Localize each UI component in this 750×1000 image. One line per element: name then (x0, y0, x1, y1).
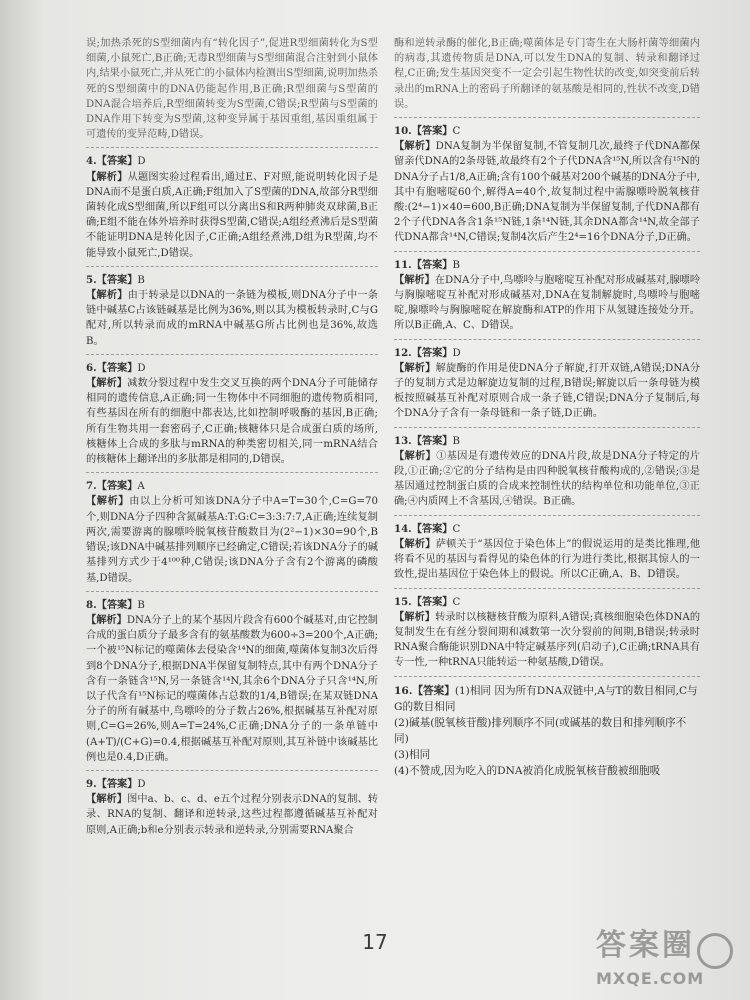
q5-analysis: 由于转录是以DNA的一条链为模板,则DNA分子中一条链中碱基C占该链碱基是比例为36%,则以其为模板转录时,C与G配对,所以转录而成的mRNA中碱基G所占比例也是36%,故选B。 (86, 290, 378, 347)
q12-analysis-label: 【解析】 (394, 361, 436, 374)
q9-answer: D (137, 778, 146, 790)
q15-number: 15. (394, 595, 412, 608)
q13-analysis: ①基因是有遗传效应的DNA片段,故是DNA分子特定的片段,①正确;②它的分子结构是由四种脱氧核苷酸构成的,②错误;③是基因通过控制蛋白质的合成来控制性状的结构单位和功能单位,③正确;④内质网上不含基因,④错误。B正确。 (394, 450, 701, 508)
q6-analysis-label: 【解析】 (86, 377, 128, 390)
q10-number: 10. (394, 125, 412, 138)
q14-analysis: 萨顿关于“基因位于染色体上”的假说运用的是类比推理,他将看不见的基因与看得见的染色体的行为进行类比,根据其惊人的一致性,提出基因位于染色体上的假说。所以C正确,A、B、D错误。 (394, 538, 701, 581)
q4-answer: D (137, 156, 146, 168)
q13-number: 13. (394, 434, 412, 447)
q6-analysis: 减数分裂过程中发生交叉互换的两个DNA分子可能储存相同的遗传信息,A正确;同一生物体中不同细胞的遗传物质相同,有些基因在所有的细胞中都表达,比如控制呼吸酶的基因,B正确;所有生物共用一套密码子,C正确;核糖体只是合成蛋白质的场所,核糖体上合成的多肽与mRNA的种类密切相关,同一mRNA结合的核糖体上翻译出的多肽都是相同的,D错误。 (86, 378, 379, 466)
watermark-text: 答案圈 (596, 928, 695, 963)
q13-answer: B (452, 435, 460, 447)
q14-answer-label: 【答案】 (411, 522, 453, 535)
question-13 (394, 434, 700, 516)
question-5 (86, 273, 378, 355)
question-6 (86, 361, 378, 473)
q15-answer: C (452, 596, 461, 608)
q16-part-3: (3)相同 (394, 748, 431, 761)
q11-answer: B (452, 259, 460, 271)
q15-analysis: 转录时以核糖核苷酸为原料,A错误;真核细胞染色体DNA的复制发生在有丝分裂间期和减数第一次分裂前的间期,B错误;转录时RNA聚合酶能识别DNA中特定碱基序列(启动子),C正确;tRNA具有专一性,一种tRNA只能转运一种氨基酸,D错误。 (394, 611, 701, 669)
q10-answer-label: 【答案】 (411, 125, 453, 138)
question-11 (394, 258, 700, 340)
q6-answer-label: 【答案】 (96, 361, 138, 374)
q12-answer-label: 【答案】 (411, 346, 453, 359)
question-16 (394, 683, 700, 784)
question-4 (86, 154, 378, 266)
q8-answer-label: 【答案】 (96, 598, 138, 611)
q10-analysis-label: 【解析】 (394, 140, 436, 153)
q16-answer-label: 【答案】 (412, 684, 455, 697)
q11-answer-label: 【答案】 (411, 258, 453, 271)
q15-answer-label: 【答案】 (411, 595, 453, 608)
q9-analysis-label: 【解析】 (86, 793, 128, 806)
q7-analysis: 由以上分析可知该DNA分子中A=T=30个,C=G=70个,则DNA分子四种含氮碱基A:T:G:C=3:3:7:7,A正确;连续复制两次,需要游离的腺嘌呤脱氧核苷酸数目为(2²−1)×30=90个,B错误;该DNA中碱基排列顺序已经确定,C错误;若该DNA分子的碱基排列方式少于4¹⁰⁰种,C错误;该DNA分子含有2个游离的磷酸基,D错误。 (86, 496, 378, 584)
q3-continuation (86, 36, 378, 148)
q12-number: 12. (394, 346, 412, 359)
q9-number: 9. (86, 777, 97, 790)
q3-continuation-text: 误;加热杀死的S型细菌内有“转化因子”,促进R型细菌转化为S型细菌,小鼠死亡,B正确;无毒R型细菌与S型细菌混合注射到小鼠体内,结果小鼠死亡,并从死亡的小鼠体内检测出S型细菌,说明加热杀死的S型细菌中的DNA仍能起作用,B正确;R型细菌与S型菌的DNA混合培养后,R型细菌转变为S型菌,C错误;R型菌与S型菌的DNA作用下转变为S型菌,这种变异属于基因重组,基因重组属于可遗传的变异范畴,D错误。 (86, 38, 378, 141)
q4-number: 4. (86, 155, 97, 168)
watermark-url: MXQE.COM (596, 968, 705, 988)
q8-number: 8. (86, 598, 97, 611)
watermark-logo (596, 920, 736, 994)
q8-analysis: DNA分子上的某个基因片段含有600个碱基对,由它控制合成的蛋白质分子最多含有的氨基酸数为600÷3=200个,A正确;一个被¹⁵N标记的噬菌体去侵染含¹⁴N的细菌,噬菌体复制3次后得到8个DNA分子,根据DNA半保留复制特点,其中有两个DNA分子含有一条链含¹⁵N,另一条链含¹⁴N,其余6个DNA分子只含¹⁴N,所以子代含有¹⁵N标记的噬菌体占总数的1/4,B错误;在某双链DNA分子的所有碱基中,鸟嘌呤的分子数占26%,根据碱基互补配对原则,C=G=26%,则A=T=24%,C正确;DNA分子的一条单链中(A+T)/(C+G)=0.4,根据碱基互补配对原则,其互补链中该碱基比例也是0.4,D正确。 (86, 614, 378, 763)
q10-answer: C (452, 126, 461, 138)
q13-analysis-label: 【解析】 (394, 449, 437, 462)
q7-analysis-label: 【解析】 (86, 495, 130, 508)
right-column (394, 36, 700, 790)
q7-number: 7. (86, 480, 97, 493)
question-12 (394, 346, 700, 428)
q15-analysis-label: 【解析】 (394, 610, 436, 623)
q6-answer: D (137, 362, 146, 374)
question-10 (394, 124, 700, 252)
q9-continuation-text: 酶和逆转录酶的催化,B正确;噬菌体是专门寄生在大肠杆菌等细菌内的病毒,其遗传物质是DNA,可以发生DNA的复制、转录和翻译过程,C正确;发生基因突变不一定会引起生物性状的改变,如突变前后转录出的mRNA上的密码子所翻译的氨基酸是相同的,性状不改变,D错误。 (394, 38, 700, 110)
q9-continuation (394, 36, 700, 118)
q5-answer-label: 【答案】 (96, 273, 138, 286)
watermark-circle-icon (697, 933, 733, 969)
page-number: 17 (362, 930, 388, 954)
q16-part-1: (1)相同 因为所有DNA双链中,A与T的数目相同,C与G的数目相同 (394, 684, 698, 713)
q8-analysis-label: 【解析】 (86, 613, 127, 626)
q8-answer: B (137, 599, 145, 611)
q16-number: 16. (394, 684, 413, 697)
q9-analysis: 图中a、b、c、d、e五个过程分别表示DNA的复制、转录、RNA的复制、翻译和逆转录,这些过程都遵循碱基互补配对原则,A正确;b和e分别表示转录和逆转录,分别需要RNA聚合 (86, 794, 378, 836)
q13-answer-label: 【答案】 (411, 434, 453, 447)
question-15 (394, 595, 700, 677)
q16-part-2: (2)碱基(脱氧核苷酸)排列顺序不同(或碱基的数目和排列顺序不同) (394, 716, 687, 745)
q7-answer: A (137, 481, 145, 493)
q11-analysis-label: 【解析】 (394, 273, 435, 286)
q16-part-4: (4)不赞成,因为吃入的DNA被消化成脱氧核苷酸被细胞吸 (394, 764, 661, 777)
question-14 (394, 522, 700, 589)
q4-analysis: 从题图实验过程看出,通过E、F对照,能说明转化因子是DNA而不是蛋白质,A正确;F组加入了S型菌的DNA,故部分R型细菌转化成S型细菌,所以F组可以分离出S和R两种肺炎双球菌,B正确;E组不能在体外培养时获得S型菌,C错误;A组经煮沸后是S型菌不能证明DNA是转化因子,C正确;A组经煮沸,D组为R型菌,均不能导致小鼠死亡,D错误。 (86, 171, 379, 259)
q14-analysis-label: 【解析】 (394, 537, 436, 550)
left-column (86, 36, 378, 849)
q5-answer: B (137, 274, 145, 286)
q14-number: 14. (394, 522, 412, 535)
q4-answer-label: 【答案】 (96, 155, 138, 168)
q14-answer: C (452, 523, 461, 535)
q5-number: 5. (86, 273, 97, 286)
q7-answer-label: 【答案】 (96, 480, 138, 493)
q4-analysis-label: 【解析】 (86, 170, 128, 183)
question-8 (86, 598, 378, 771)
q11-number: 11. (394, 258, 412, 271)
q6-number: 6. (86, 361, 97, 374)
q12-analysis: 解旋酶的作用是使DNA分子解旋,打开双链,A错误;DNA分子的复制方式是边解旋边复制的过程,B错误;解旋以后一条母链为模板按照碱基互补配对原则合成一条子链,C错误;DNA分子复制后,每个DNA分子含有一条母链和一条子链,D正确。 (394, 362, 700, 420)
q10-analysis: DNA复制为半保留复制,不管复制几次,最终子代DNA都保留亲代DNA的2条母链,故最终有2个子代DNA含¹⁵N,所以含有¹⁵N的DNA分子占1/8,A正确;含有100个碱基对200个碱基的DNA分子中,其中有胞嘧啶60个,解得A=40个,故复制过程中需腺嘌呤脱氧核苷酸:(2⁴−1)×40=600,B正确;DNA复制为半保留复制,子代DNA都有2个子代DNA各含1条¹⁵N链,1条¹⁴N链,其余DNA都含¹⁴N,故全部子代DNA都含¹⁴N,C错误;复制4次后产生2⁴=16个DNA分子,D正确。 (394, 141, 701, 244)
question-9 (86, 777, 378, 843)
q12-answer: D (452, 347, 461, 359)
q9-answer-label: 【答案】 (96, 777, 138, 790)
q11-analysis: 在DNA分子中,鸟嘌呤与胞嘧啶互补配对形成碱基对,腺嘌呤与胸腺嘧啶互补配对形成碱基对,DNA在复制解旋时,鸟嘌呤与胞嘧啶,腺嘌呤与胸腺嘧啶在解旋酶和ATP的作用下从氢键连接处分开。所以B正确,A、C、D错误。 (394, 274, 701, 332)
q5-analysis-label: 【解析】 (86, 289, 128, 302)
question-7 (86, 479, 378, 591)
